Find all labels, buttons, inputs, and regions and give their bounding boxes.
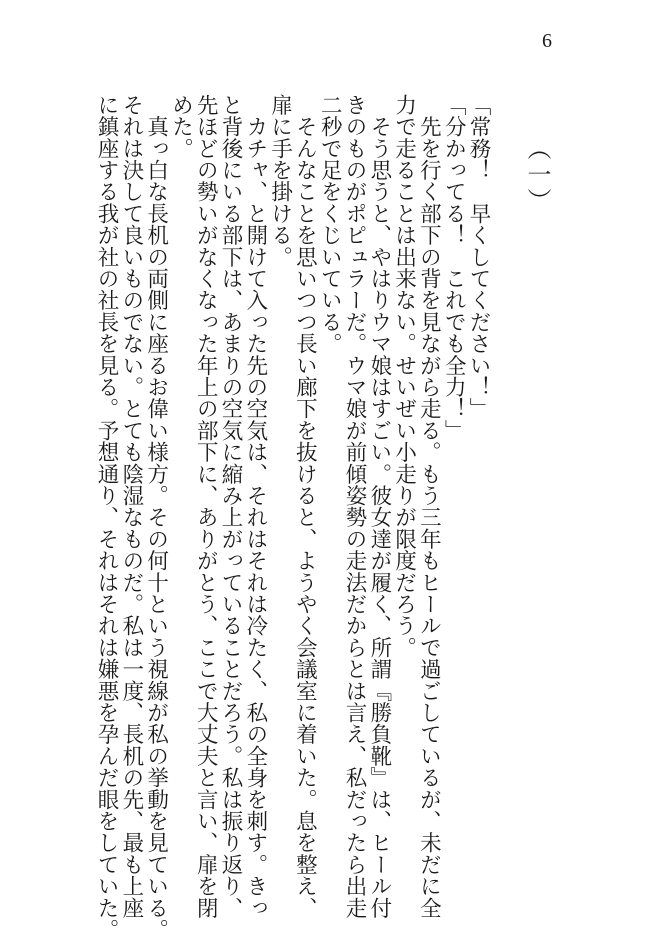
text-column: カチャ、と開けて入った先の空気は、それはそれは冷たく、私の全身を刺す。きっ — [242, 94, 268, 919]
body-text — [93, 94, 491, 940]
text-column: 先を行く部下の背を見ながら走る。もう三年もヒールで過ごしているが、未だに全 — [416, 94, 442, 919]
text-column: に鎮座する我が社の社長を見る。予想通り、それはそれは嫌悪を孕んだ眼をしていた。 — [94, 94, 120, 940]
text-column: 「分かってる！ これでも全力！」 — [441, 94, 467, 442]
text-column: 力で走ることは出来ない。せいぜい小走りが限度だろう。 — [391, 94, 417, 659]
text-column: 「常務！ 早くしてください！」 — [466, 94, 491, 420]
page-number: 6 — [542, 30, 552, 52]
text-column: 二秒で足をくじいている。 — [317, 94, 343, 355]
text-column: そんなことを思いつつ長い廊下を抜けると、ようやく会議室に着いた。息を整え、 — [292, 94, 318, 919]
text-column: 扉に手を掛ける。 — [267, 94, 293, 268]
text-column: めた。 — [168, 94, 194, 160]
text-column: 先ほどの勢いがなくなった年上の部下に、ありがとう、ここで大丈夫と言い、扉を閉 — [193, 94, 219, 919]
chapter-heading: （一） — [523, 136, 551, 214]
text-column: そう思うと、やはりウマ娘はすごい。彼女達が履く、所謂『勝負靴』は、ヒール付 — [366, 94, 392, 919]
text-column: と背後にいる部下は、あまりの空気に縮み上がっていることだろう。私は振り返り、 — [218, 94, 244, 919]
text-column: 真っ白な長机の両側に座るお偉い様方。その何十という視線が私の挙動を見ている。 — [143, 94, 169, 940]
text-column: きのものがポピュラーだ。ウマ娘が前傾姿勢の走法だからとは言え、私だったら出走 — [342, 94, 368, 919]
text-column: それは決して良いものでない。とても陰湿なものだ。私は一度、長机の先、最も上座 — [118, 94, 144, 919]
